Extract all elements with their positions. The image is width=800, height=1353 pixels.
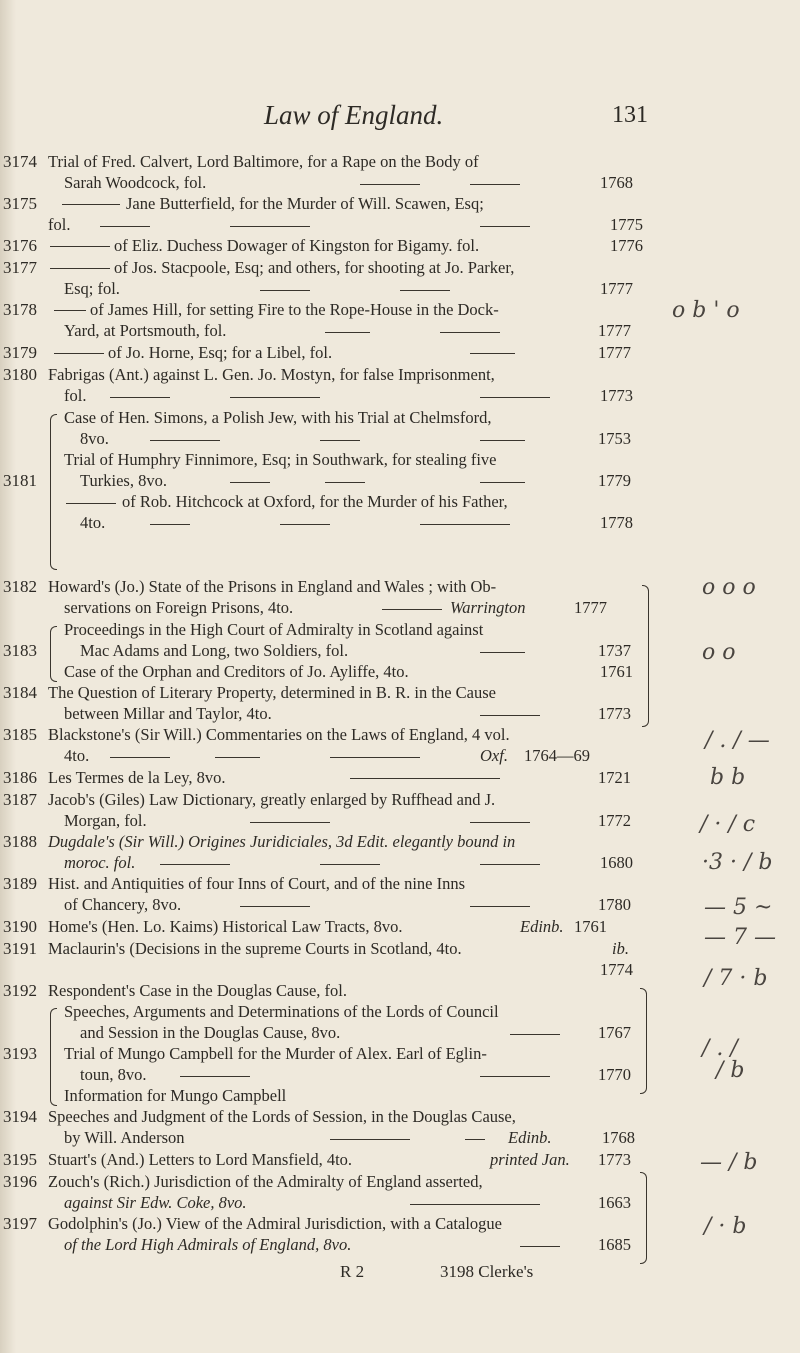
entry-text: of Eliz. Duchess Dowager of Kingston for Bigamy. fol. bbox=[114, 236, 480, 255]
entry-date: 1777 bbox=[574, 598, 607, 617]
entry-text: Godolphin's (Jo.) View of the Admiral Jurisdiction, with a Catalogue bbox=[48, 1214, 502, 1233]
lot-number: 3194 bbox=[3, 1107, 37, 1126]
group-brace bbox=[50, 1008, 57, 1106]
entry-date: 1737 bbox=[598, 641, 631, 660]
handwritten-note: / b bbox=[716, 1058, 745, 1083]
entry-text: fol. bbox=[48, 215, 71, 234]
entry-text: Speeches and Judgment of the Lords of Session, in the Douglas Cause, bbox=[48, 1107, 516, 1126]
page-header bbox=[0, 100, 800, 140]
running-title: Law of England. bbox=[264, 100, 444, 130]
handwritten-note: — 5 ~ bbox=[704, 895, 773, 920]
entry-date: 1777 bbox=[600, 279, 633, 298]
handwritten-note: / · b bbox=[704, 1214, 747, 1239]
entry-text: Speeches, Arguments and Determinations of the Lords of Council bbox=[64, 1002, 499, 1021]
lot-number: 3177 bbox=[3, 258, 37, 277]
lot-number: 3175 bbox=[3, 194, 37, 213]
lot-number: 3195 bbox=[3, 1150, 37, 1169]
entry-text: 4to. bbox=[80, 513, 106, 532]
entry-date: 1761 bbox=[600, 662, 633, 681]
entry-text: by Will. Anderson bbox=[64, 1128, 185, 1147]
entry-text: Mac Adams and Long, two Soldiers, fol. bbox=[80, 641, 349, 660]
lot-number: 3197 bbox=[3, 1214, 37, 1233]
lot-number: 3191 bbox=[3, 939, 37, 958]
entry-date: 1753 bbox=[598, 429, 631, 448]
publication-place: printed Jan. bbox=[490, 1150, 570, 1169]
entry-date: 1775 bbox=[610, 215, 643, 234]
lot-number: 3184 bbox=[3, 683, 37, 702]
handwritten-note: / 7 · b bbox=[704, 966, 768, 991]
entry-text: Turkies, 8vo. bbox=[80, 471, 167, 490]
entry-text: of Jo. Horne, Esq; for a Libel, fol. bbox=[108, 343, 333, 362]
entry-text: Home's (Hen. Lo. Kaims) Historical Law Tracts, 8vo. bbox=[48, 917, 403, 936]
entry-date: 1777 bbox=[598, 343, 631, 362]
entry-text: Fabrigas (Ant.) against L. Gen. Jo. Mostyn, for false Imprisonment, bbox=[48, 365, 495, 384]
right-brace bbox=[642, 585, 649, 727]
handwritten-note: o b ' o bbox=[672, 298, 740, 323]
handwritten-note: b b bbox=[710, 765, 746, 790]
entry-text: 4to. bbox=[64, 746, 90, 765]
entry-text: Information for Mungo Campbell bbox=[64, 1086, 287, 1105]
lot-number: 3179 bbox=[3, 343, 37, 362]
group-brace bbox=[50, 626, 57, 682]
page-number: 131 bbox=[612, 102, 648, 128]
entry-text: of Chancery, 8vo. bbox=[64, 895, 182, 914]
entry-text: Les Termes de la Ley, 8vo. bbox=[48, 768, 226, 787]
handwritten-note: o o o bbox=[702, 575, 756, 600]
entry-text: Zouch's (Rich.) Jurisdiction of the Admiralty of England asserted, bbox=[48, 1172, 483, 1191]
entry-text: fol. bbox=[64, 386, 87, 405]
entry-text: Jacob's (Giles) Law Dictionary, greatly enlarged by Ruffhead and J. bbox=[48, 790, 496, 809]
entry-date: 1663 bbox=[598, 1193, 631, 1212]
lot-number: 3188 bbox=[3, 832, 37, 851]
right-brace bbox=[640, 988, 647, 1094]
lot-number: 3185 bbox=[3, 725, 37, 744]
entry-text: servations on Foreign Prisons, 4to. bbox=[64, 598, 294, 617]
entry-text: between Millar and Taylor, 4to. bbox=[64, 704, 272, 723]
lot-number: 3187 bbox=[3, 790, 37, 809]
entry-text: of Rob. Hitchcock at Oxford, for the Murder of his Father, bbox=[122, 492, 508, 511]
lot-number: 3181 bbox=[3, 471, 37, 490]
publication-place: ib. bbox=[612, 939, 629, 958]
entry-date: 1767 bbox=[598, 1023, 631, 1042]
entry-text: Trial of Mungo Campbell for the Murder of Alex. Earl of Eglin- bbox=[64, 1044, 487, 1063]
handwritten-note: / . / bbox=[702, 1036, 738, 1061]
entry-text: of the Lord High Admirals of England, 8vo. bbox=[64, 1235, 352, 1254]
entry-text: of James Hill, for setting Fire to the Rope-House in the Dock- bbox=[90, 300, 499, 319]
entry-date: 1773 bbox=[600, 386, 633, 405]
entry-text: Sarah Woodcock, fol. bbox=[64, 173, 207, 192]
entry-text: and Session in the Douglas Cause, 8vo. bbox=[80, 1023, 341, 1042]
publication-place: Edinb. bbox=[508, 1128, 552, 1147]
group-brace bbox=[50, 414, 57, 570]
entry-date: 1776 bbox=[610, 236, 643, 255]
lot-number: 3178 bbox=[3, 300, 37, 319]
lot-number: 3186 bbox=[3, 768, 37, 787]
entry-date: 1721 bbox=[598, 768, 631, 787]
handwritten-note: — 7 — bbox=[704, 925, 776, 950]
publication-place: Warrington bbox=[450, 598, 526, 617]
lot-number: 3196 bbox=[3, 1172, 37, 1191]
lot-number: 3183 bbox=[3, 641, 37, 660]
entry-text: Maclaurin's (Decisions in the supreme Courts in Scotland, 4to. bbox=[48, 939, 462, 958]
entry-date: 1772 bbox=[598, 811, 631, 830]
entry-date: 1764—69 bbox=[524, 746, 590, 765]
lot-number: 3189 bbox=[3, 874, 37, 893]
entry-date: 1773 bbox=[598, 1150, 631, 1169]
entry-date: 1680 bbox=[600, 853, 633, 872]
printer-signature: R 2 bbox=[340, 1262, 365, 1281]
catchword: 3198 Clerke's bbox=[440, 1262, 534, 1281]
entry-date: 1770 bbox=[598, 1065, 631, 1084]
entry-text: toun, 8vo. bbox=[80, 1065, 147, 1084]
entry-date: 1780 bbox=[598, 895, 631, 914]
entry-text: Trial of Humphry Finnimore, Esq; in Southwark, for stealing five bbox=[64, 450, 497, 469]
publication-place: Oxf. bbox=[480, 746, 508, 765]
entry-text: of Jos. Stacpoole, Esq; and others, for shooting at Jo. Parker, bbox=[114, 258, 515, 277]
handwritten-note: — / b bbox=[700, 1150, 758, 1175]
entry-text: Esq; fol. bbox=[64, 279, 120, 298]
entry-date: 1778 bbox=[600, 513, 633, 532]
lot-number: 3193 bbox=[3, 1044, 37, 1063]
entry-text: Morgan, fol. bbox=[64, 811, 147, 830]
entry-text: Case of Hen. Simons, a Polish Jew, with his Trial at Chelmsford, bbox=[64, 408, 492, 427]
entry-text: 8vo. bbox=[80, 429, 109, 448]
entry-text: Howard's (Jo.) State of the Prisons in England and Wales ; with Ob- bbox=[48, 577, 497, 596]
publication-place: Edinb. bbox=[520, 917, 564, 936]
entry-text: moroc. fol. bbox=[64, 853, 136, 872]
entry-text: Respondent's Case in the Douglas Cause, fol. bbox=[48, 981, 348, 1000]
entry-text: Trial of Fred. Calvert, Lord Baltimore, for a Rape on the Body of bbox=[48, 152, 479, 171]
entry-date: 1685 bbox=[598, 1235, 631, 1254]
entry-date: 1768 bbox=[600, 173, 633, 192]
handwritten-note: / · / c bbox=[700, 812, 756, 837]
entry-date: 1774 bbox=[600, 960, 633, 979]
entry-text: Yard, at Portsmouth, fol. bbox=[64, 321, 227, 340]
entry-text: The Question of Literary Property, determined in B. R. in the Cause bbox=[48, 683, 496, 702]
entry-text: Proceedings in the High Court of Admiralty in Scotland against bbox=[64, 620, 484, 639]
lot-number: 3190 bbox=[3, 917, 37, 936]
entry-text: Case of the Orphan and Creditors of Jo. Ayliffe, 4to. bbox=[64, 662, 409, 681]
entry-text: against Sir Edw. Coke, 8vo. bbox=[64, 1193, 247, 1212]
handwritten-note: ·3 · / b bbox=[702, 850, 773, 875]
entry-date: 1773 bbox=[598, 704, 631, 723]
lot-number: 3182 bbox=[3, 577, 37, 596]
right-brace bbox=[640, 1172, 647, 1264]
entry-text: Hist. and Antiquities of four Inns of Court, and of the nine Inns bbox=[48, 874, 466, 893]
lot-number: 3174 bbox=[3, 152, 37, 171]
entry-text: Stuart's (And.) Letters to Lord Mansfield, 4to. bbox=[48, 1150, 353, 1169]
lot-number: 3180 bbox=[3, 365, 37, 384]
entry-text: Dugdale's (Sir Will.) Origines Juridiciales, 3d Edit. elegantly bound in bbox=[48, 832, 516, 851]
entry-date: 1761 bbox=[574, 917, 607, 936]
lot-number: 3176 bbox=[3, 236, 37, 255]
entry-text: Blackstone's (Sir Will.) Commentaries on the Laws of England, 4 vol. bbox=[48, 725, 510, 744]
lot-number: 3192 bbox=[3, 981, 37, 1000]
handwritten-note: / . / — bbox=[705, 728, 770, 753]
handwritten-note: o o bbox=[702, 640, 736, 665]
entry-date: 1768 bbox=[602, 1128, 635, 1147]
entry-date: 1777 bbox=[598, 321, 631, 340]
entry-text: Jane Butterfield, for the Murder of Will. Scawen, Esq; bbox=[126, 194, 484, 213]
entry-date: 1779 bbox=[598, 471, 631, 490]
